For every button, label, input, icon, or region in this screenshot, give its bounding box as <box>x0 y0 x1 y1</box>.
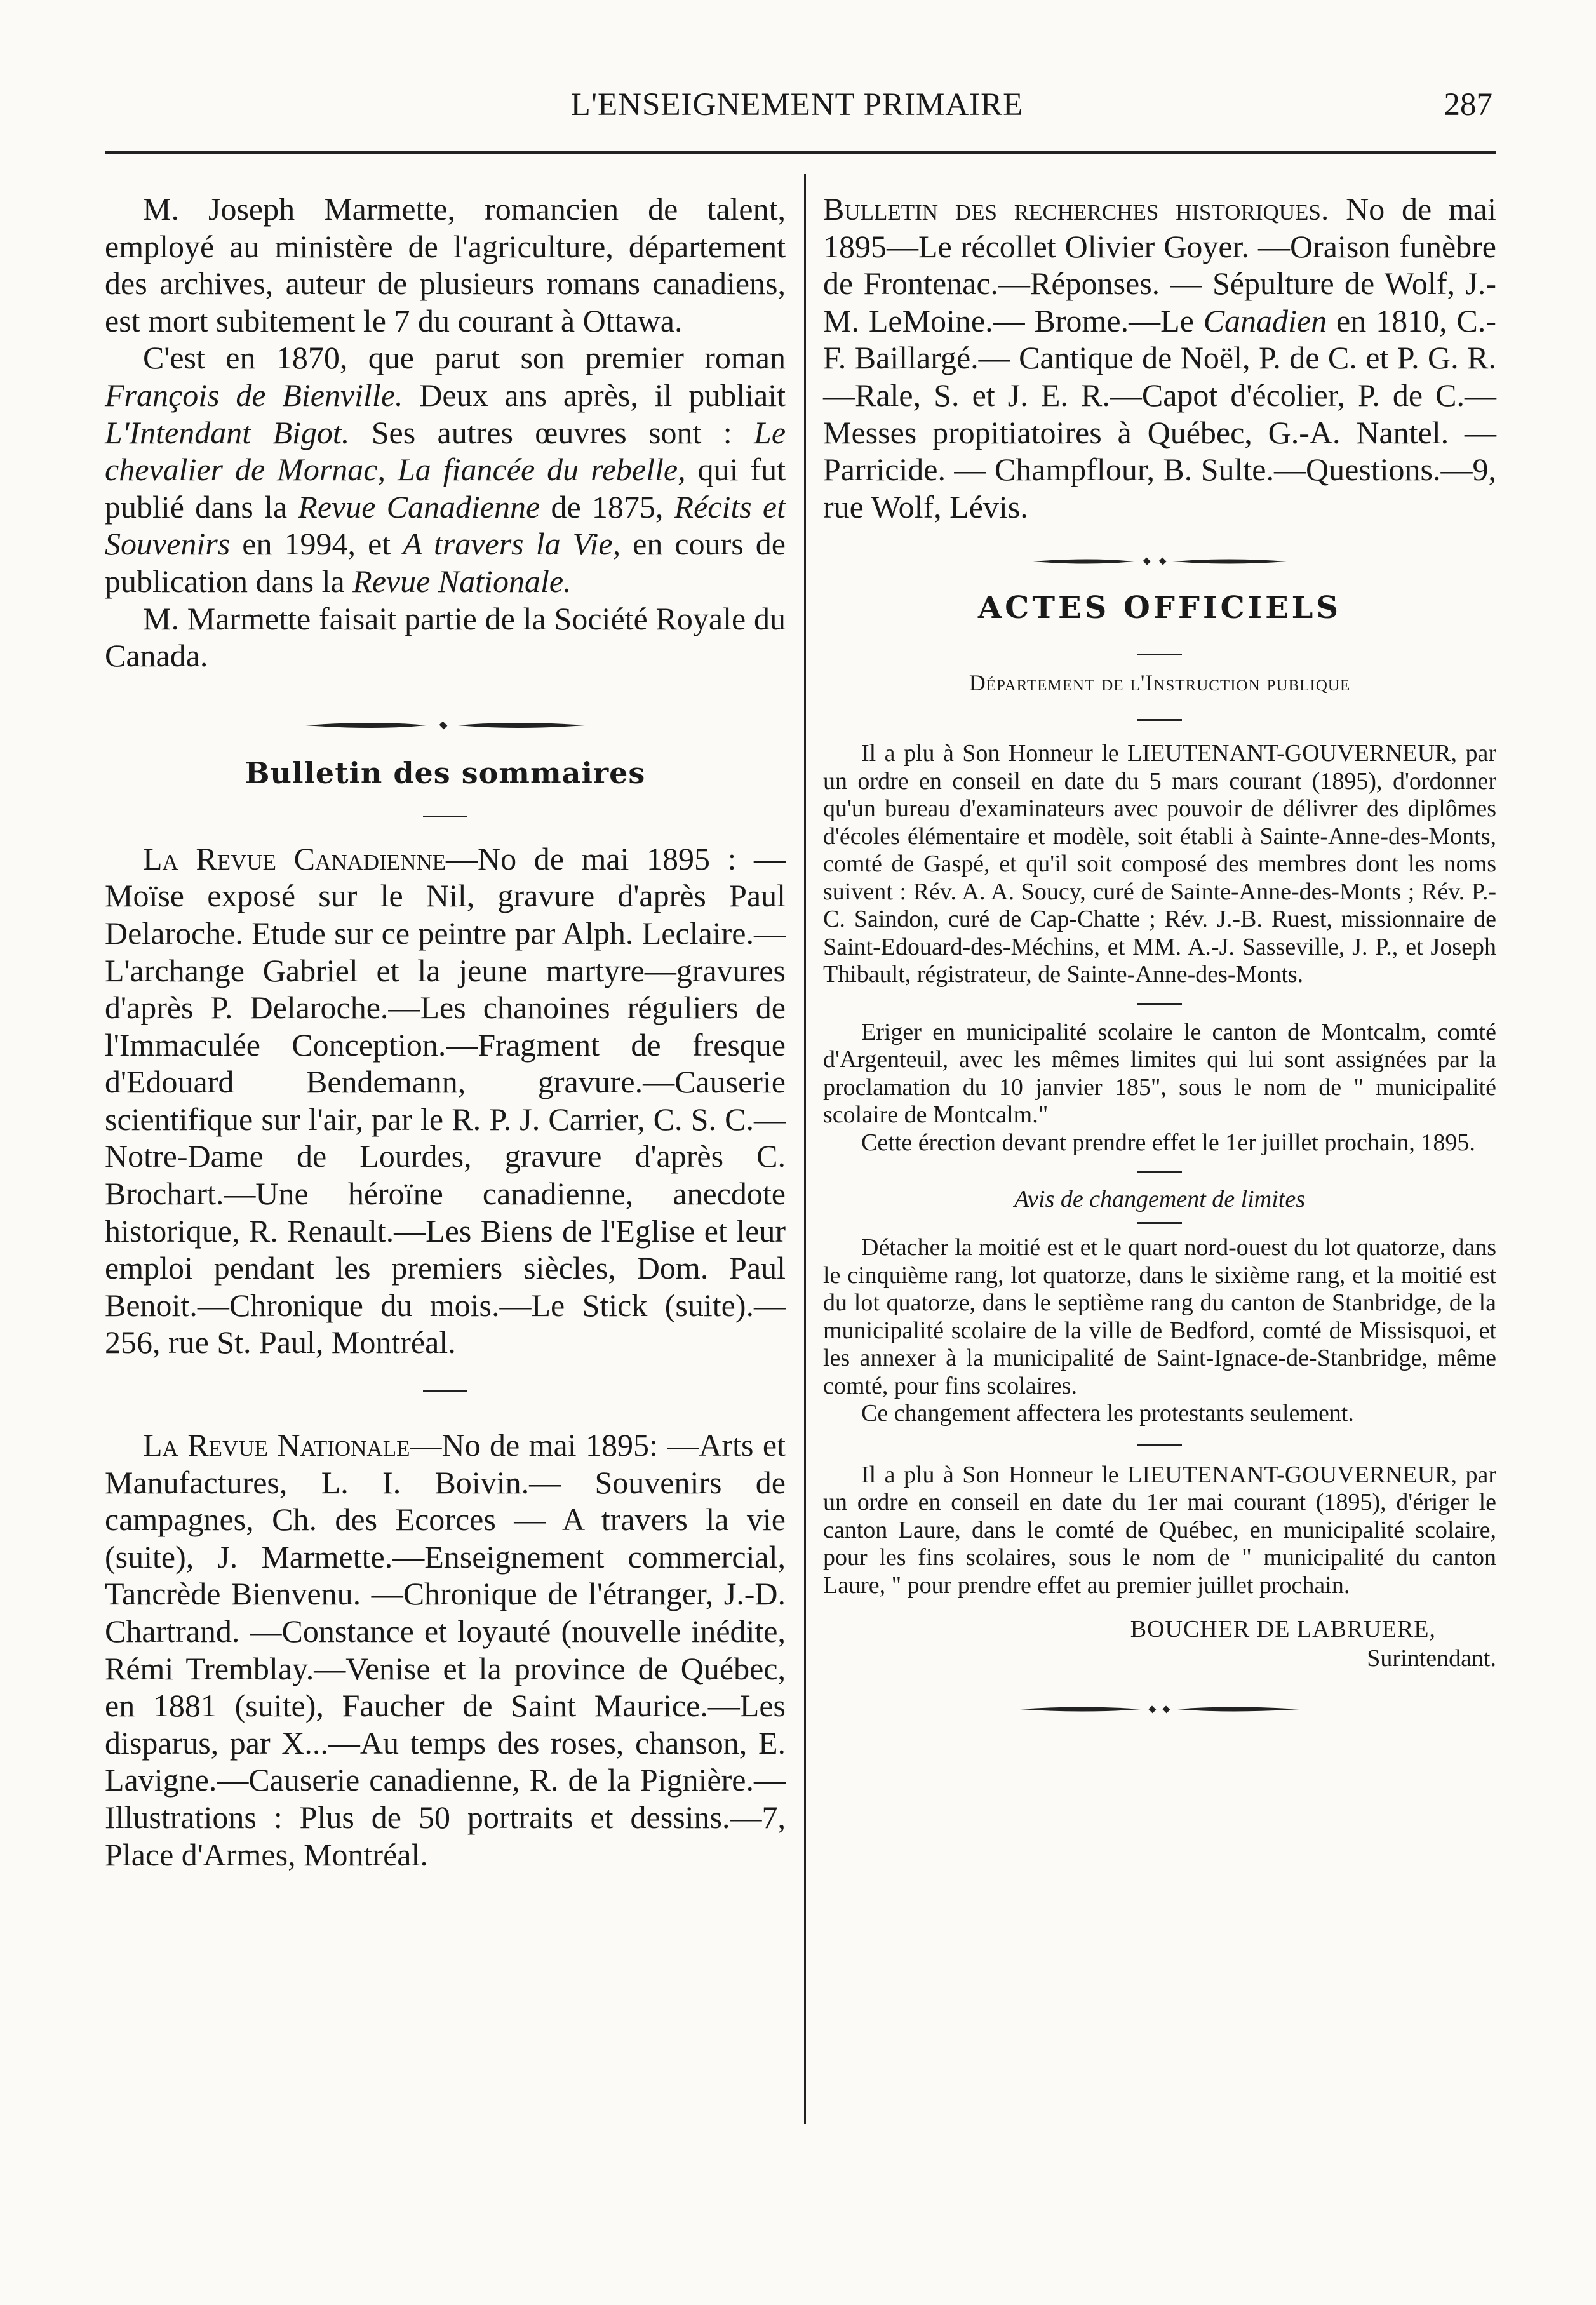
obituary-paragraph-2: C'est en 1870, que parut son premier roman François de Bienville. Deux ans après, il publiait L'Intendant Bigot. Ses autres œuvres sont : Le chevalier de Mornac, La fiancée du rebelle, qui fut publié dans la Revue Canadienne de 1875, Récits et Souvenirs en 1994, et A travers la Vie, en cours de publication dans la Revue Nationale. <box>105 340 786 599</box>
signature-block <box>823 1615 1496 1673</box>
order-paragraph-5: Ce changement affectera les protestants seulement. <box>861 1400 1354 1427</box>
order-paragraph-4: Détacher la moitié est et le quart nord-ouest du lot quatorze, dans le cinquième rang, lot quatorze, dans le sixième rang, et la moitié est du lot quatorze, dans le septième rang du canton de Stanbridge, de la municipalité scolaire de la ville de Bedford, comté de Missisquoi, et les annexer à la municipalité de Saint-Ignace-de-Stanbridge, même comté, pour fins scolaires. <box>823 1234 1496 1399</box>
running-title: L'ENSEIGNEMENT PRIMAIRE <box>570 87 1024 123</box>
actes-officiels-heading: ACTES OFFICIELS <box>977 590 1342 626</box>
bulletin-recherches-title: Bulletin des recherches historiques. <box>823 191 1329 227</box>
page-header <box>102 86 1492 140</box>
short-rule <box>423 1390 467 1392</box>
revue-canadienne-entry: La Revue Canadienne—No de mai 1895 : —Moïse exposé sur le Nil, gravure d'après Paul Delaroche. Etude sur ce peintre par Alph. Leclaire.—L'archange Gabriel et la jeune martyre—gravures d'après P. Delaroche.—Les chanoines réguliers de l'Immaculée Conception.—Fragment de fresque d'Edouard Bendemann, gravure.—Causerie scientifique sur l'air, par le R. P. J. Carrier, C. S. C.—Notre-Dame de Lourdes, gravure d'après C. Brochart.—Une héroïne canadienne, anecdote historique, R. Renault.—Les Biens de l'Eglise et leur emploi pendant les premiers siècles, Dom. Paul Benoit.—Chronique du mois.—Le Stick (suite).—256, rue St. Paul, Montréal. <box>105 840 786 1361</box>
department-heading: Département de l'Instruction publique <box>969 670 1351 696</box>
revue-canadienne-title: La Revue Canadienne <box>143 840 446 877</box>
revue-nationale-entry: La Revue Nationale—No de mai 1895: —Arts et Manufactures, L. I. Boivin.— Souvenirs de campagnes, Ch. des Ecorces — A travers la vie (suite), J. Marmette.—Enseignement commercial, Tancrède Bienvenu. —Chronique de l'étranger, J.-D. Chartrand. —Constance et loyauté (nouvelle inédite, Rémi Tremblay.—Venise et la province de Québec, en 1881 (suite), Faucher de Saint Maurice.—Les disparus, par X...—Au temps des roses, chanson, E. Lavigne.—Causerie canadienne, R. de la Pignière.—Illustrations : Plus de 50 portraits et dessins.—7, Place d'Armes, Montréal. <box>105 1427 786 1872</box>
obituary-paragraph-3: M. Marmette faisait partie de la Société Royale du Canada. <box>105 600 786 674</box>
short-rule <box>1137 1222 1182 1224</box>
short-rule <box>1137 654 1182 655</box>
short-rule <box>1137 1171 1182 1173</box>
signature-name: BOUCHER DE LABRUERE, <box>1130 1616 1436 1643</box>
right-column <box>823 191 1496 1715</box>
page-number: 287 <box>1444 87 1492 123</box>
short-rule <box>1137 719 1182 721</box>
ornament-divider <box>1026 556 1293 567</box>
short-rule <box>423 816 467 817</box>
header-rule <box>105 151 1496 154</box>
column-divider <box>804 174 806 2124</box>
short-rule <box>1137 1444 1182 1446</box>
obituary-article <box>105 191 786 675</box>
bulletin-recherches-entry: Bulletin des recherches historiques. No de mai 1895—Le récollet Olivier Goyer. —Oraison funèbre de Frontenac.—Réponses. — Sépulture de Wolf, J.-M. LeMoine.— Brome.—Le Canadien en 1810, C.-F. Baillargé.— Cantique de Noël, P. de C. et P. G. R.—Rale, S. et J. E. R.—Capot d'écolier, P. de C.—Messes propitiatoires à Québec, G.-A. Nantel. — Parricide. — Champflour, B. Sulte.—Questions.—9, rue Wolf, Lévis. <box>823 191 1497 525</box>
obituary-paragraph-1: M. Joseph Marmette, romancien de talent, employé au ministère de l'agriculture, département des archives, auteur de plusieurs romans canadiens, est mort subitement le 7 du courant à Ottawa. <box>105 191 786 339</box>
order-paragraph-2: Eriger en municipalité scolaire le canton de Montcalm, comté d'Argenteuil, avec les mêmes limites qui lui sont assignées par la proclamation du 10 janvier 185", sous le nom de " municipalité scolaire de Montcalm." <box>823 1018 1496 1129</box>
order-paragraph-6: Il a plu à Son Honneur le LIEUTENANT-GOUVERNEUR, par un ordre en conseil en date du 1er mai courant (1895), d'ériger le canton Laure, dans le comté de Québec, en municipalité scolaire, pour les fins scolaires, sous le nom de " municipalité du canton Laure, " pour prendre effet au premier juillet prochain. <box>823 1461 1496 1599</box>
ornament-divider <box>1014 1704 1306 1715</box>
signature-title: Surintendant. <box>1367 1645 1496 1672</box>
ornament-divider <box>299 719 591 732</box>
revue-nationale-title: La Revue Nationale <box>143 1427 410 1463</box>
short-rule <box>1137 1003 1182 1005</box>
bulletin-heading: Bulletin des sommaires <box>245 755 646 790</box>
left-column <box>105 191 786 1873</box>
order-paragraph-1: Il a plu à Son Honneur le LIEUTENANT-GOUVERNEUR, par un ordre en conseil en date du 5 mars courant (1895), d'ordonner qu'un bureau d'examinateurs avec pouvoir de délivrer des diplômes d'écoles élémentaire et modèle, soit établi à Sainte-Anne-des-Monts, comté de Gaspé, et qu'il soit composé des membres dont les noms suivent : Rév. A. A. Soucy, curé de Sainte-Anne-des-Monts ; Rév. P.-C. Saindon, curé de Cap-Chatte ; Rév. J.-B. Ruest, missionnaire de Saint-Edouard-des-Méchins, et MM. A.-J. Sasseville, J. P., et Joseph Thibault, régistrateur, de Sainte-Anne-des-Monts. <box>823 740 1496 988</box>
order-paragraph-3: Cette érection devant prendre effet le 1er juillet prochain, 1895. <box>861 1129 1475 1156</box>
avis-heading: Avis de changement de limites <box>1014 1186 1305 1213</box>
